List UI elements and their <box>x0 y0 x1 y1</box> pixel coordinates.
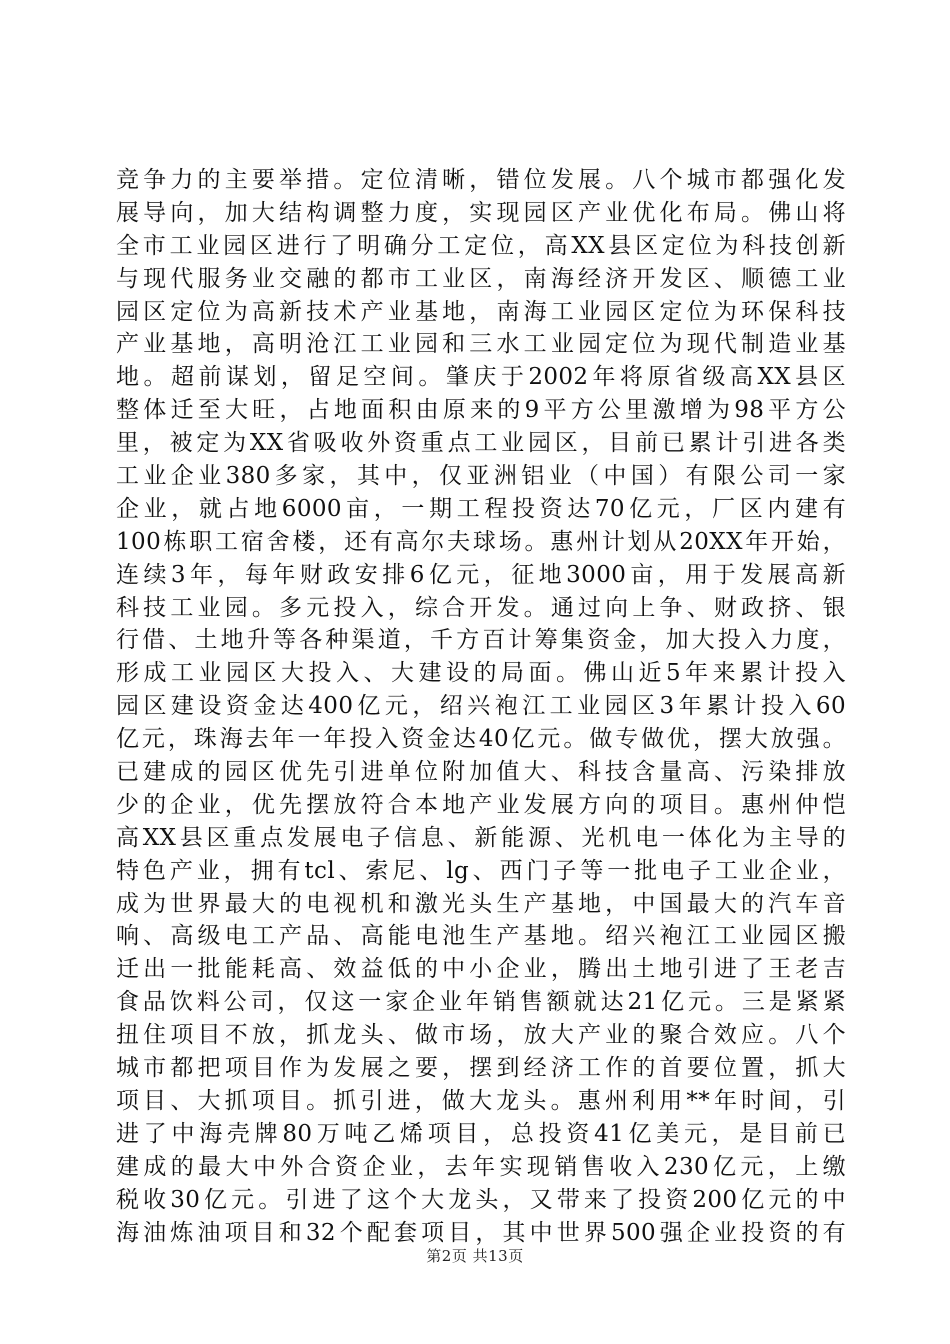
text-line: 项目、大抓项目。抓引进，做大龙头。惠州利用**年时间，引 <box>116 1087 846 1114</box>
text-line: 产业基地，高明沧江工业园和三水工业园定位为现代制造业基 <box>116 331 846 358</box>
text-line: 少的企业，优先摆放符合本地产业发展方向的项目。惠州仲恺 <box>116 791 846 818</box>
text-line: 全市工业园区进行了明确分工定位，高XX县区定位为科技创新 <box>116 232 846 259</box>
text-line: 园区定位为高新技术产业基地，南海工业园区定位为环保科技 <box>116 298 846 325</box>
text-line: 税收30亿元。引进了这个大龙头，又带来了投资200亿元的中 <box>116 1186 846 1213</box>
body-text <box>116 164 846 1249</box>
text-line: 100栋职工宿舍楼，还有高尔夫球场。惠州计划从20XX年开始， <box>116 528 846 555</box>
text-line: 迁出一批能耗高、效益低的中小企业，腾出土地引进了王老吉 <box>116 956 846 983</box>
text-line: 整体迁至大旺，占地面积由原来的9平方公里激增为98平方公 <box>116 397 846 424</box>
text-line: 城市都把项目作为发展之要，摆到经济工作的首要位置，抓大 <box>116 1055 846 1082</box>
text-line: 高XX县区重点发展电子信息、新能源、光机电一体化为主导的 <box>116 824 846 851</box>
text-line: 地。超前谋划，留足空间。肇庆于2002年将原省级高XX县区 <box>116 364 846 391</box>
text-line: 里，被定为XX省吸收外资重点工业园区，目前已累计引进各类 <box>116 430 846 457</box>
text-line: 已建成的园区优先引进单位附加值大、科技含量高、污染排放 <box>116 759 846 786</box>
text-line: 与现代服务业交融的都市工业区，南海经济开发区、顺德工业 <box>116 265 846 292</box>
text-line: 竞争力的主要举措。定位清晰，错位发展。八个城市都强化发 <box>116 167 846 193</box>
text-line: 展导向，加大结构调整力度，实现园区产业优化布局。佛山将 <box>116 199 846 226</box>
text-line: 扭住项目不放，抓龙头、做市场，放大产业的聚合效应。八个 <box>116 1022 846 1049</box>
text-line: 形成工业园区大投入、大建设的局面。佛山近5年来累计投入 <box>116 660 846 687</box>
text-line: 企业，就占地6000亩，一期工程投资达70亿元，厂区内建有 <box>116 495 846 522</box>
text-line: 成为世界最大的电视机和激光头生产基地，中国最大的汽车音 <box>116 890 846 917</box>
text-line: 海油炼油项目和32个配套项目，其中世界500强企业投资的有 <box>116 1219 846 1246</box>
text-line: 食品饮料公司，仅这一家企业年销售额就达21亿元。三是紧紧 <box>116 989 846 1016</box>
text-line: 亿元，珠海去年一年投入资金达40亿元。做专做优，摆大放强。 <box>116 726 846 753</box>
page-number-footer: 第2页 共13页 <box>426 1247 524 1265</box>
text-line: 建成的最大中外合资企业，去年实现销售收入230亿元，上缴 <box>116 1153 846 1180</box>
text-line: 连续3年，每年财政安排6亿元，征地3000亩，用于发展高新 <box>116 561 846 588</box>
text-line: 响、高级电工产品、高能电池生产基地。绍兴袍江工业园区搬 <box>116 923 846 950</box>
text-line: 行借、土地升等各种渠道，千方百计筹集资金，加大投入力度， <box>116 627 846 654</box>
text-line: 科技工业园。多元投入，综合开发。通过向上争、财政挤、银 <box>116 594 846 621</box>
text-line: 进了中海壳牌80万吨乙烯项目，总投资41亿美元，是目前已 <box>116 1120 846 1147</box>
text-line: 特色产业，拥有tcl、索尼、lg、西门子等一批电子工业企业， <box>116 857 846 884</box>
text-line: 工业企业380多家，其中，仅亚洲铝业（中国）有限公司一家 <box>116 463 846 490</box>
text-line: 园区建设资金达400亿元，绍兴袍江工业园区3年累计投入60 <box>116 693 846 720</box>
